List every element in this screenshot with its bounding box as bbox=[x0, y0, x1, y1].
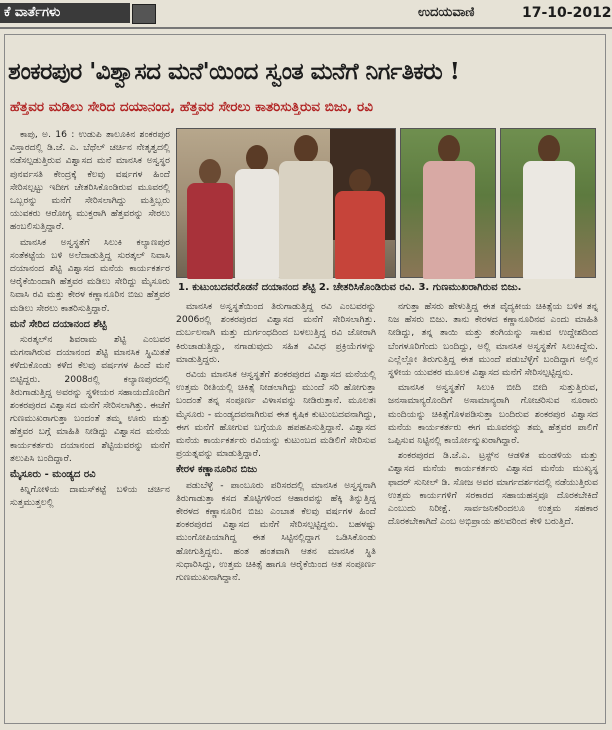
paragraph: ಶಂಕರಪುರದ ಡಿ.ಜೆ.ಎ. ಟ್ರಸ್ಟ್‌ನ ಆಡಳಿತ ಮಂಡಳಿಯ ಮತ್ತು ವಿಶ್ವಾಸದ ಮನೆಯ ಕಾರ್ಯಕರ್ತರು ವಿಶ್ವಾಸದ ಮನೆಯ ಮುಖ್ಯಸ್ಥ ಫಾದರ್ ಸುನೀಲ್ ಡಿ. ಸೋಜ ಅವರ ಮಾರ್ಗದರ್ಶನದಲ್ಲಿ ನಡೆಯುತ್ತಿರುವ ಉತ್ತಮ ಕಾರ್ಯಗಳಿಗೆ ಸರಕಾರದ ಸಹಾಯಹಸ್ತವೂ ದೊರಕಬೇಕಿದೆ ಎಂಬುದು ನಿರೀಕ್ಷೆ. ಸಾರ್ವಜನಿಕರಿಂದಲೂ ಉತ್ತಮ ಸಹಕಾರ ದೊರಕಬೇಕಾಗಿದೆ ಎಂಬ ಅಭಿಪ್ರಾಯ ಹಲವರಿಂದ ಕೇಳಿ ಬರುತ್ತಿದೆ. bbox=[388, 450, 598, 528]
paragraph: ಮಾನಸಿಕ ಅಸ್ವಸ್ಥತೆಗೆ ಸಿಲುಕಿ ಕಲ್ಯಾಣಪುರ ಸಂತೆಕಟ್ಟೆಯ ಬಳಿ ಅಲೆದಾಡುತ್ತಿದ್ದ ಸುರತ್ಕಲ್ ನಿವಾಸಿ ದಯಾನಂದ ಶೆಟ್ಟಿ ವಿಶ್ವಾಸದ ಮನೆಯ ಕಾರ್ಯಕರ್ತರ ಆರೈಕೆಯಿಂದಾಗಿ ಹೆತ್ತವರ ಮಡಿಲು ಸೇರಿದ್ದು ಮೈಸೂರು ನಿವಾಸಿ ರವಿ ಮತ್ತು ಕೇರಳ ಕಣ್ಣಾನೂರಿನ ಬಿಜು ಹೆತ್ತವರ ಮಡಿಲು ಸೇರಲು ಕಾತರಿಸುತ್ತಿದ್ದಾರೆ. bbox=[10, 236, 170, 314]
person-figure bbox=[233, 145, 281, 279]
headline: ಶಂಕರಪುರ 'ವಿಶ್ವಾಸದ ಮನೆ'ಯಿಂದ ಸ್ವಂತ ಮನೆಗೆ ನಿರ್ಗತಿಕರು ! bbox=[8, 58, 460, 85]
section-label: ಕೆ ವಾರ್ತೆಗಳು bbox=[0, 3, 130, 23]
photo-ravi bbox=[400, 128, 496, 278]
photo-family bbox=[176, 128, 396, 278]
person-figure bbox=[519, 135, 579, 279]
publication-date: 17-10-2012 bbox=[522, 5, 612, 21]
photo-biju bbox=[500, 128, 596, 278]
column-subheading: ಮೈಸೂರು - ಮಂಡ್ಯದ ರವಿ bbox=[10, 469, 96, 481]
person-figure bbox=[419, 135, 479, 279]
section-emblem-icon bbox=[132, 4, 156, 24]
paragraph: ಕಾಪು, ಅ. 16 : ಉಡುಪಿ ತಾಲೂಕಿನ ಶಂಕರಪುರ ವಿಸ್ತಾರದಲ್ಲಿ ಡಿ.ಜೆ. ಎ. ಬೆಥೆಲ್ ಚರ್ಚಿನ ನೇತೃತ್ವದಲ್ಲಿ ನಡೆಸಲ್ಪಡುತ್ತಿರುವ ವಿಶ್ವಾಸದ ಮನೆ ಮಾನಸಿಕ ಅಸ್ವಸ್ಥರ ಪುನರ್ವಸತಿ ಕೇಂದ್ರಕ್ಕೆ ಕೆಲವು ವರ್ಷಗಳ ಹಿಂದೆ ಸೇರಿಸಲ್ಪಟ್ಟು ಇದೀಗ ಚೇತರಿಸಿಕೊಂಡಿರುವ ಮೂವರಲ್ಲಿ ಒಬ್ಬರನ್ನು ಮನೆಗೆ ಸೇರಿಸಲಾಗಿದ್ದು ಮತ್ತಿಬ್ಬರು ಯುವಕರು ಆರೋಗ್ಯ ಮುಕ್ತರಾಗಿ ಹೆತ್ತವರನ್ನು ಸೇರಲು ಹಂಬಲಿಸುತ್ತಿದ್ದಾರೆ. bbox=[10, 129, 170, 233]
subheadline: ಹೆತ್ತವರ ಮಡಿಲು ಸೇರಿದ ದಯಾನಂದ, ಹೆತ್ತವರ ಸೇರಲು ಕಾತರಿಸುತ್ತಿರುವ ಬಿಜು, ರವಿ bbox=[10, 99, 373, 115]
person-figure bbox=[277, 135, 335, 279]
paragraph: ಪಡುಬೆಳ್ಳೆ - ಪಾಂಬೂರು ಪರಿಸರದಲ್ಲಿ ಮಾನಸಿಕ ಅಸ್ವಸ್ಥನಾಗಿ ತಿರುಗಾಡುತ್ತಾ ಕಸದ ತೊಟ್ಟಿಗಳಿಂದ ಆಹಾರವನ್ನು ಹೆಕ್ಕಿ ತಿನ್ನುತ್ತಿದ್ದ ಕೇರಳದ ಕಣ್ಣಾನೂರಿನ ಬಿಜು ಎಂಬಾತ ಕೆಲವು ವರ್ಷಗಳ ಹಿಂದೆ ಶಂಕರಪುರದ ವಿಶ್ವಾಸದ ಮನೆಗೆ ಸೇರಿಸಲ್ಪಟ್ಟಿದ್ದನು. ಬಹಳಷ್ಟು ಮುಂಗೋಪಿಯಾಗಿದ್ದ ಈತ ಸಿಟ್ಟಿನಲ್ಲಿದ್ದಾಗ ಒಡಿಸಿಕೊಂಡು ಹೋಗುತ್ತಿದ್ದನು. ಹಂತ ಹಂತವಾಗಿ ಆತನ ಮಾನಸಿಕ ಸ್ಥಿತಿ ಸುಧಾರಿಸಿದ್ದು, ಉತ್ತಮ ಚಿಕಿತ್ಸೆ ಹಾಗೂ ಆರೈಕೆಯಿಂದ ಆತ ಸಂಪೂರ್ಣ ಗುಣಮುಖನಾಗಿದ್ದಾನೆ. bbox=[176, 479, 376, 584]
masthead bbox=[0, 0, 612, 26]
column-middle bbox=[176, 300, 376, 586]
photo-caption: 1. ಕುಟುಂಬದವರೊಡನೆ ದಯಾನಂದ ಶೆಟ್ಟಿ 2. ಚೇತರಿಸಿಕೊಂಡಿರುವ ರವಿ. 3. ಗುಣಮುಖರಾಗಿರುವ ಬಿಜು. bbox=[178, 282, 522, 293]
person-figure bbox=[185, 159, 235, 279]
masthead-rule bbox=[0, 27, 612, 29]
paragraph: ಕಿನ್ನಿಗೋಳಿಯ ದಾಮಸ್‌ಕಟ್ಟೆ ಬಳಿಯ ಚರ್ಚಿನ ಸುತ್ತಮುತ್ತಲಲ್ಲಿ bbox=[10, 484, 170, 509]
column-left bbox=[10, 128, 170, 512]
paragraph: ಮಾನಸಿಕ ಅಸ್ವಸ್ಥತೆಗೆ ಸಿಲುಕಿ ಬೀದಿ ಬೀದಿ ಸುತ್ತುತ್ತಿರುವ, ಜನಸಾಮಾನ್ಯರೊಂದಿಗೆ ಅಸಾಮಾನ್ಯರಾಗಿ ಗೋಚರಿಸುವ ನೂರಾರು ಮಂದಿಯನ್ನು ಚಿಕಿತ್ಸೆಗೊಳಪಡಿಸುತ್ತಾ ಬಂದಿರುವ ಶಂಕರಪುರ ವಿಶ್ವಾಸದ ಮನೆಯ ಕಾರ್ಯಕರ್ತರು ಈಗ ಮೂವರನ್ನು ತಮ್ಮ ಹೆತ್ತವರ ಪಾಲಿಗೆ ಒಪ್ಪಿಸುವ ನಿಟ್ಟಿನಲ್ಲಿ ಕಾರ್ಯೋನ್ಮುಖರಾಗಿದ್ದಾರೆ. bbox=[388, 382, 598, 447]
paragraph: ರವಿಯ ಮಾನಸಿಕ ಆಸ್ವಸ್ಥತೆಗೆ ಶಂಕರಪುರದ ವಿಶ್ವಾಸದ ಮನೆಯಲ್ಲಿ ಉತ್ತಮ ರೀತಿಯಲ್ಲಿ ಚಿಕಿತ್ಸೆ ನೀಡಲಾಗಿದ್ದು ಮುಂದೆ ಸರಿ ಹೋಗುತ್ತಾ ಬಂದಂತೆ ತನ್ನ ಸಂಪೂರ್ಣ ವಿಳಾಸವನ್ನು ನೀಡಿರುತ್ತಾನೆ. ಮೂಲತಃ ಮೈಸೂರು - ಮಂಡ್ಯದವನಾಗಿರುವ ಈತ ಕೃಷಿಕ ಕುಟುಂಬದವನಾಗಿದ್ದು, ಈಗ ಮನೆಗೆ ಹೋಗುವ ಬಗ್ಗೆಯೂ ಹಪಹಪಿಸುತ್ತಿದ್ದಾನೆ. ವಿಶ್ವಾಸದ ಮನೆಯ ಕಾರ್ಯಕರ್ತರು ರವಿಯನ್ನು ಕುಟುಂಬದ ಮಡಿಲಿಗೆ ಸೇರಿಸುವ ಪ್ರಯತ್ನವನ್ನು ಮಾಡುತ್ತಿದ್ದಾರೆ. bbox=[176, 369, 376, 460]
column-subheading: ಕೇರಳ ಕಣ್ಣಾನೂರಿನ ಬಿಜು bbox=[176, 464, 258, 476]
column-subheading: ಮನೆ ಸೇರಿದ ದಯಾನಂದ ಶೆಟ್ಟಿ bbox=[10, 318, 107, 330]
paragraph: ನಗುತ್ತಾ ಹೆಸರು ಹೇಳುತ್ತಿದ್ದ ಈತ ವೈದ್ಯಕೀಯ ಚಿಕಿತ್ಸೆಯ ಬಳಿಕ ತನ್ನ ನಿಜ ಹೆಸರು ಬಿಜು. ತಾನು ಕೇರಳದ ಕಣ್ಣಾನೂರಿನವ ಎಂದು ಮಾಹಿತಿ ನೀಡಿದ್ದು, ತನ್ನ ತಾಯಿ ಮತ್ತು ತಂಗಿಯನ್ನು ಸಾಕುವ ಉದ್ದೇಶದಿಂದ ಬೆಂಗಳೂರಿಗೆಂದು ಬಂದಿದ್ದು, ಅಲ್ಲಿ ಮಾನಸಿಕ ಅಸ್ವಸ್ಥತೆಗೆ ಸಿಲುಕಿದ್ದೆನು. ಎಲ್ಲೆಲ್ಲೋ ತಿರುಗುತ್ತಿದ್ದ ಈತ ಮುಂದೆ ಪಡುಬೆಳ್ಳೆಗೆ ಬಂದಿದ್ದಾಗ ಅಲ್ಲಿನ ಸ್ಥಳೀಯ ಯುವಕರ ಮೂಲಕ ವಿಶ್ವಾಸದ ಮನೆಗೆ ಸೇರಿಸಲ್ಪಟ್ಟಿದ್ದನು. bbox=[388, 301, 598, 379]
paragraph: ಮಾನಸಿಕ ಅಸ್ವಸ್ಥತೆಯಿಂದ ತಿರುಗಾಡುತ್ತಿದ್ದ ರವಿ ಎಂಬವರನ್ನು 2006ರಲ್ಲಿ ಶಂಕರಪುರದ ವಿಶ್ವಾಸದ ಮನೆಗೆ ಸೇರಿಸಲಾಗಿತ್ತು. ದುರ್ಬಲನಾಗಿ ಮತ್ತು ದುರ್ಗಂಧದಿಂದ ಬಳಲುತ್ತಿದ್ದ ರವಿ ಜೋರಾಗಿ ಕಿರುಚಾಡುತ್ತಿದ್ದು, ನಗಾಡುವುದು ಸಹಿತ ವಿವಿಧ ಪ್ರಕ್ರಿಯೆಗಳನ್ನು ಮಾಡುತ್ತಿದ್ದರು. bbox=[176, 301, 376, 365]
person-figure bbox=[333, 169, 387, 279]
paragraph: ಸುರತ್ಕಲ್‌ನ ಶಿವರಾಮ ಶೆಟ್ಟಿ ಎಂಬವರ ಮಗನಾಗಿರುವ ದಯಾನಂದ ಶೆಟ್ಟಿ ಮಾನಸಿಕ ಸ್ಥಿಮಿತತೆ ಕಳೆದುಕೊಂಡು ಕಳೆದ ಕೆಲವು ವರ್ಷಗಳ ಹಿಂದೆ ಮನೆ ಬಿಟ್ಟಿದ್ದರು. 2008ರಲ್ಲಿ ಕಲ್ಯಾಣಪುರದಲ್ಲಿ ತಿರುಗಾಡುತ್ತಿದ್ದ ಅವರನ್ನು ಸ್ಥಳೀಯರ ಸಹಾಯದೊಂದಿಗೆ ಶಂಕರಪುರದ ವಿಶ್ವಾಸದ ಮನೆಗೆ ಸೇರಿಸಲಾಗಿತ್ತು. ಈಚೆಗೆ ಗುಣಮುಖರಾಗುತ್ತಾ ಬಂದಂತೆ ತಮ್ಮ ಊರು ಮತ್ತು ಹೆತ್ತವರ ಬಗ್ಗೆ ಮಾಹಿತಿ ನೀಡಿದ್ದು ವಿಶ್ವಾಸದ ಮನೆಯ ಕಾರ್ಯಕರ್ತರು ದಯಾನಂದ ಶೆಟ್ಟಿಯವರನ್ನು ಮನೆಗೆ ತಲುಪಿಸಿ ಬಂದಿದ್ದಾರೆ. bbox=[10, 334, 170, 464]
newspaper-name: ಉದಯವಾಣಿ bbox=[418, 5, 475, 20]
column-right bbox=[388, 300, 598, 530]
